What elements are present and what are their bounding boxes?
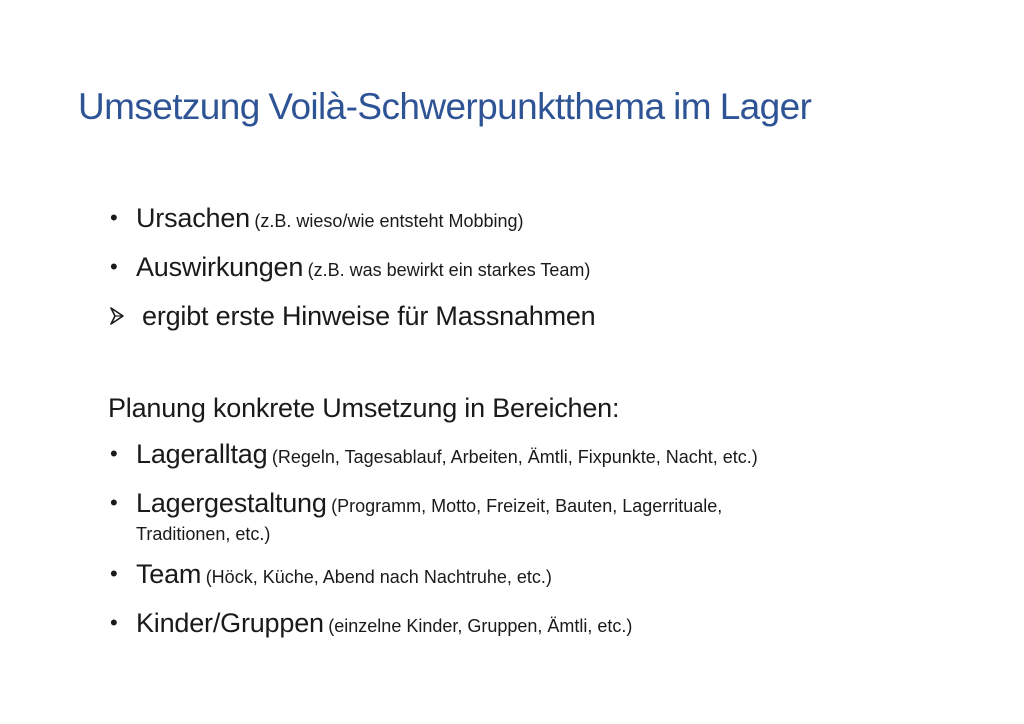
bullet-main-text: Lageralltag xyxy=(136,439,268,469)
bullet-sub-text: (Regeln, Tagesablauf, Arbeiten, Ämtli, Fixpunkte, Nacht, etc.) xyxy=(271,447,758,467)
bullet-sub-text: (z.B. was bewirkt ein starkes Team) xyxy=(307,260,591,280)
bullet-dot-icon: • xyxy=(110,490,118,515)
bullet-item xyxy=(108,603,988,646)
bullet-item xyxy=(108,554,988,597)
bullet-dot-icon: • xyxy=(110,254,118,279)
bullet-main-text: Ursachen xyxy=(136,203,250,233)
slide-title: Umsetzung Voilà-Schwerpunktthema im Lager xyxy=(78,86,812,127)
bullet-main-text: Kinder/Gruppen xyxy=(136,608,324,638)
bullet-main-text: Auswirkungen xyxy=(136,252,304,282)
bullet-sub-text: (einzelne Kinder, Gruppen, Ämtli, etc.) xyxy=(328,616,633,636)
bullet-main-text: Team xyxy=(136,559,202,589)
bullet-item xyxy=(108,483,988,548)
bullet-item xyxy=(108,198,988,241)
bullet-dot-icon: • xyxy=(110,561,118,586)
bullet-item xyxy=(108,434,988,477)
slide-content xyxy=(108,198,988,646)
bullet-sub-text: (Höck, Küche, Abend nach Nachtruhe, etc.) xyxy=(205,567,552,587)
bullet-sub-text: (z.B. wieso/wie entsteht Mobbing) xyxy=(254,211,524,231)
bullet-item xyxy=(108,247,988,290)
section-heading: Planung konkrete Umsetzung in Bereichen: xyxy=(108,393,620,423)
bullet-main-text: Lagergestaltung xyxy=(136,488,327,518)
bullet-dot-icon: • xyxy=(110,205,118,230)
bullet-sub-text-continued: Traditionen, etc.) xyxy=(136,524,271,544)
arrow-bullet-icon xyxy=(108,296,142,336)
bullet-dot-icon: • xyxy=(110,610,118,635)
bullet-dot-icon: • xyxy=(110,441,118,466)
arrow-item-text: ergibt erste Hinweise für Massnahmen xyxy=(142,301,596,331)
bullet-sub-text: (Programm, Motto, Freizeit, Bauten, Lagerrituale, xyxy=(331,496,723,516)
arrow-item xyxy=(108,296,988,336)
